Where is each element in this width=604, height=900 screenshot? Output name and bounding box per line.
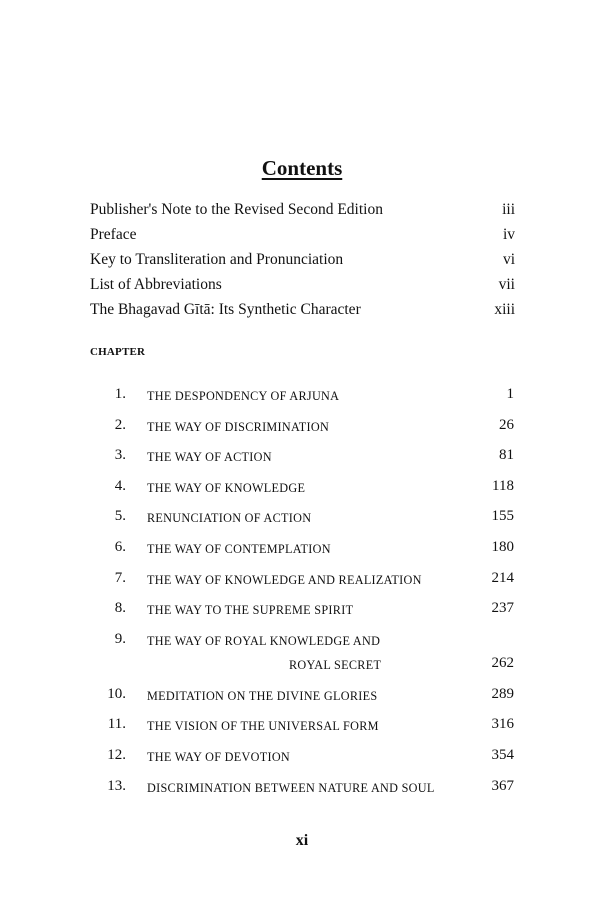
chapter-number: 3. xyxy=(114,447,126,464)
chapter-page: 1 xyxy=(506,386,514,402)
chapter-entry xyxy=(0,445,604,476)
prelim-entry-page: vii xyxy=(498,276,515,293)
chapter-number: 1. xyxy=(114,386,126,402)
prelim-entry xyxy=(90,226,515,251)
chapter-title: THE VISION OF THE UNIVERSAL FORM xyxy=(147,719,379,734)
chapter-entry xyxy=(0,598,604,629)
chapter-number: 6. xyxy=(114,538,126,555)
prelim-entry xyxy=(90,201,515,226)
chapter-page: 237 xyxy=(491,600,514,617)
prelim-entry-title: Publisher's Note to the Revised Second Edition xyxy=(90,201,383,218)
chapter-entry xyxy=(0,629,604,684)
chapter-entry xyxy=(0,384,604,415)
prelim-entry-title: Preface xyxy=(90,226,137,243)
chapter-page: 367 xyxy=(491,777,514,794)
chapter-entry xyxy=(0,684,604,715)
prelim-entry xyxy=(90,251,515,276)
chapter-title: THE WAY OF ROYAL KNOWLEDGE AND xyxy=(147,633,381,648)
chapter-title: THE DESPONDENCY OF ARJUNA xyxy=(147,389,340,403)
chapter-page: 262 xyxy=(491,654,514,671)
prelim-entry-title: Key to Transliteration and Pronunciation xyxy=(90,251,344,268)
chapter-page: 118 xyxy=(492,477,514,494)
prelim-entry xyxy=(90,276,515,301)
chapter-number: 11. xyxy=(107,716,126,733)
chapter-page: 354 xyxy=(491,746,514,763)
chapter-title: THE WAY TO THE SUPREME SPIRIT xyxy=(147,603,354,618)
page-title: Contents xyxy=(261,156,343,180)
chapter-entry xyxy=(0,506,604,537)
chapter-entry xyxy=(0,776,604,807)
chapter-entry xyxy=(0,537,604,568)
chapter-entry xyxy=(0,476,604,507)
prelim-entry-title: The Bhagavad Gītā: Its Synthetic Character xyxy=(90,301,361,318)
chapter-page: 289 xyxy=(491,685,514,702)
chapter-number: 5. xyxy=(114,508,126,525)
chapter-entry xyxy=(0,415,604,446)
chapter-number: 9. xyxy=(114,630,126,647)
chapter-title: THE WAY OF KNOWLEDGE AND REALIZATION xyxy=(147,572,422,587)
prelim-entry-title: List of Abbreviations xyxy=(90,276,222,293)
chapter-number: 13. xyxy=(107,777,126,794)
chapter-page: 180 xyxy=(491,538,514,555)
chapter-number: 4. xyxy=(114,477,126,494)
chapter-entry xyxy=(0,568,604,599)
chapter-title: THE WAY OF DISCRIMINATION xyxy=(147,419,330,434)
chapter-entry xyxy=(0,745,604,776)
chapter-number: 7. xyxy=(114,569,126,586)
prelim-entry-page: iv xyxy=(502,226,515,243)
chapter-title: DISCRIMINATION BETWEEN NATURE AND SOUL xyxy=(147,780,435,795)
chapter-page: 155 xyxy=(491,508,514,525)
chapter-title-continued: ROYAL SECRET xyxy=(289,657,382,672)
chapter-page: 81 xyxy=(499,447,514,464)
chapter-title: MEDITATION ON THE DIVINE GLORIES xyxy=(147,688,378,703)
prelim-list xyxy=(90,201,515,326)
chapter-page: 316 xyxy=(491,716,514,733)
chapter-title: THE WAY OF KNOWLEDGE xyxy=(147,480,306,495)
page-number: xi xyxy=(295,832,309,849)
prelim-entry xyxy=(90,301,515,326)
chapter-number: 12. xyxy=(107,746,126,763)
chapter-page: 214 xyxy=(491,569,514,586)
prelim-entry-page: iii xyxy=(502,201,515,218)
chapter-heading: CHAPTER xyxy=(90,346,146,358)
chapter-title: THE WAY OF DEVOTION xyxy=(147,749,291,764)
chapter-title: RENUNCIATION OF ACTION xyxy=(147,511,312,526)
chapter-title: THE WAY OF ACTION xyxy=(147,450,272,465)
prelim-entry-page: vi xyxy=(502,251,515,268)
chapter-number: 2. xyxy=(114,416,126,433)
chapter-number: 8. xyxy=(114,600,126,617)
chapter-number: 10. xyxy=(107,685,126,702)
prelim-entry-page: xiii xyxy=(494,301,515,318)
chapter-title: THE WAY OF CONTEMPLATION xyxy=(147,541,331,556)
chapter-page: 26 xyxy=(499,416,514,433)
chapter-list xyxy=(0,384,604,806)
chapter-entry xyxy=(0,714,604,745)
